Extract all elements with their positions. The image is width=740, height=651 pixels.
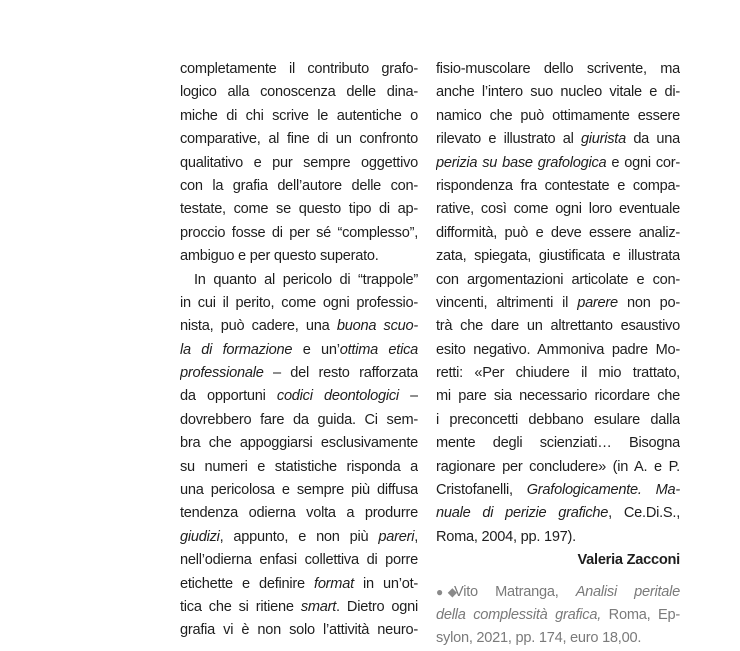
text: con la grafia dell’autore delle con- — [180, 177, 418, 194]
text: comparative, al fine di un confronto — [180, 131, 418, 148]
text: nista, può cadere, una — [180, 318, 337, 335]
book-note-line — [436, 627, 680, 650]
text-line — [436, 526, 680, 549]
pointer-bullet-icon: ●◆ — [436, 584, 454, 599]
italic-text: pareri — [378, 528, 415, 545]
text-line — [180, 315, 418, 338]
text-line — [180, 222, 418, 245]
text-line — [180, 456, 418, 479]
text-line — [436, 479, 680, 502]
book-note-line — [436, 604, 680, 627]
text: etichette e definire — [180, 575, 315, 592]
book-note-line — [436, 581, 680, 604]
text-line — [180, 526, 418, 549]
text-line — [180, 269, 418, 292]
text: namico che può ottimamente essere — [436, 107, 680, 124]
text: sylon, 2021, pp. 174, euro 18,00. — [436, 630, 642, 647]
text: non po- — [617, 294, 680, 311]
text: in cui il perito, come ogni professio- — [180, 294, 418, 311]
text: ambiguo e per questo superato. — [180, 248, 379, 265]
text-line — [180, 105, 418, 128]
text: proccio fosse di per sé “complesso”, — [180, 224, 418, 241]
italic-text: smart — [300, 598, 337, 615]
text: Vito Matranga, — [454, 583, 576, 600]
text: i preconcetti debbano esulare dalla — [436, 411, 680, 428]
text: testate, come se questo tipo di ap- — [180, 201, 418, 218]
text: con argomentazioni articolate e con- — [436, 271, 680, 288]
text: anche l’intero suo nucleo vitale e di- — [436, 84, 680, 101]
text: vincenti, altrimenti il — [436, 294, 578, 311]
text: Roma, 2004, pp. 197). — [436, 528, 576, 545]
text: retti: «Per chiudere il mio trattato, — [436, 365, 680, 382]
text: tendenza odierna volta a produrre — [180, 505, 418, 522]
text: bra che appoggiarsi esclusivamente — [180, 435, 418, 452]
italic-text: parere — [577, 294, 618, 311]
italic-text: ottima etica — [339, 341, 418, 358]
italic-text: perizia su base grafologica — [436, 154, 607, 171]
text-line — [180, 596, 418, 619]
text-line — [180, 128, 418, 151]
text: fisio-muscolare dello scrivente, ma — [436, 61, 680, 77]
text-line — [436, 58, 680, 81]
text-line — [180, 549, 418, 572]
text-line — [436, 315, 680, 338]
italic-text: Analisi peritale — [575, 583, 680, 600]
text-line — [436, 175, 680, 198]
italic-text: giurista — [580, 131, 626, 148]
text: una pericolosa e sempre più diffusa — [180, 482, 418, 499]
text: qualitativo e pur sempre oggettivo — [180, 154, 418, 171]
italic-text: format — [314, 575, 354, 592]
text: su numeri e statistiche risponda a — [180, 458, 418, 475]
text: mi pare sia necessario ricordare che — [436, 388, 680, 405]
text: – — [398, 388, 418, 405]
text-line — [436, 81, 680, 104]
text-line — [436, 502, 680, 525]
text: esito negativo. Ammoniva padre Mo- — [436, 341, 680, 358]
italic-text: professionale — [180, 365, 264, 382]
text: e un’ — [292, 341, 340, 358]
text-line — [180, 152, 418, 175]
text-line — [180, 385, 418, 408]
italic-text: buona scuo- — [336, 318, 418, 335]
text: mente degli scienziati… Bisogna — [436, 435, 680, 452]
text: da una — [625, 131, 680, 148]
text-line — [436, 292, 680, 315]
italic-text: giudizi — [180, 528, 220, 545]
text-line — [180, 432, 418, 455]
text-line — [436, 245, 680, 268]
text: miche di chi scrive le autentiche o — [180, 107, 418, 124]
text: nell’odierna enfasi collettiva di porre — [180, 552, 418, 569]
text: Cristofanelli, — [436, 482, 527, 499]
text: , Ce.Di.S., — [608, 505, 680, 522]
text-line — [436, 456, 680, 479]
author-signature: Valeria Zacconi — [577, 552, 680, 569]
text: tica che si ritiene — [180, 598, 301, 615]
text: , — [414, 528, 418, 545]
text-line — [436, 222, 680, 245]
text: trà che dare un altrettanto esaustivo — [436, 318, 680, 335]
italic-text: della complessità grafica, — [436, 606, 602, 623]
text: completamente il contributo grafo- — [180, 61, 418, 77]
text-line — [180, 292, 418, 315]
text: rispondenza fra contestate e compa- — [436, 177, 680, 194]
text-line — [436, 269, 680, 292]
text: logico alla conoscenza delle dina- — [180, 84, 418, 101]
text-line — [436, 198, 680, 221]
text-line — [180, 58, 418, 81]
text-line — [436, 339, 680, 362]
italic-text: nuale di perizie grafiche — [436, 505, 609, 522]
text-line — [180, 409, 418, 432]
text: dovrebbero fare da guida. Ci sem- — [180, 411, 418, 428]
text: e ogni cor- — [606, 154, 680, 171]
text-line — [180, 479, 418, 502]
text-line — [180, 502, 418, 525]
italic-text: la di formazione — [180, 341, 293, 358]
text: In quanto al pericolo di “trappole” — [194, 271, 418, 288]
text: Roma, Ep- — [601, 606, 680, 623]
text-line — [436, 152, 680, 175]
text: in un’ot- — [353, 575, 418, 592]
text: rative, così come ogni loro eventuale — [436, 201, 680, 218]
text: , appunto, e non più — [219, 528, 379, 545]
text-line — [436, 105, 680, 128]
text-line — [180, 339, 418, 362]
text: grafia vi è non solo l’attività neuro- — [180, 622, 418, 639]
text: rilevato e illustrato al — [436, 131, 581, 148]
spacer — [436, 573, 680, 581]
italic-text: codici deontologici — [276, 388, 399, 405]
text-line — [180, 573, 418, 596]
text: difformità, può e deve essere analiz- — [436, 224, 680, 241]
text: zata, spiegata, giustificata e illustrata — [436, 248, 680, 265]
text-line — [436, 409, 680, 432]
text: . Dietro ogni — [336, 598, 418, 615]
text: ragionare per concludere» (in A. e P. — [436, 458, 680, 475]
text-line — [180, 245, 418, 268]
text: – del resto rafforzata — [263, 365, 418, 382]
text: da opportuni — [180, 388, 277, 405]
text-line — [436, 128, 680, 151]
text-line — [180, 81, 418, 104]
text-line — [180, 362, 418, 385]
right-column — [436, 58, 680, 651]
text-line — [436, 432, 680, 455]
text-line — [180, 175, 418, 198]
italic-text: Grafologicamente. Ma- — [526, 482, 680, 499]
text-line — [436, 385, 680, 408]
text-line — [180, 619, 418, 642]
left-column — [180, 58, 418, 643]
text-line — [180, 198, 418, 221]
text-line — [436, 362, 680, 385]
